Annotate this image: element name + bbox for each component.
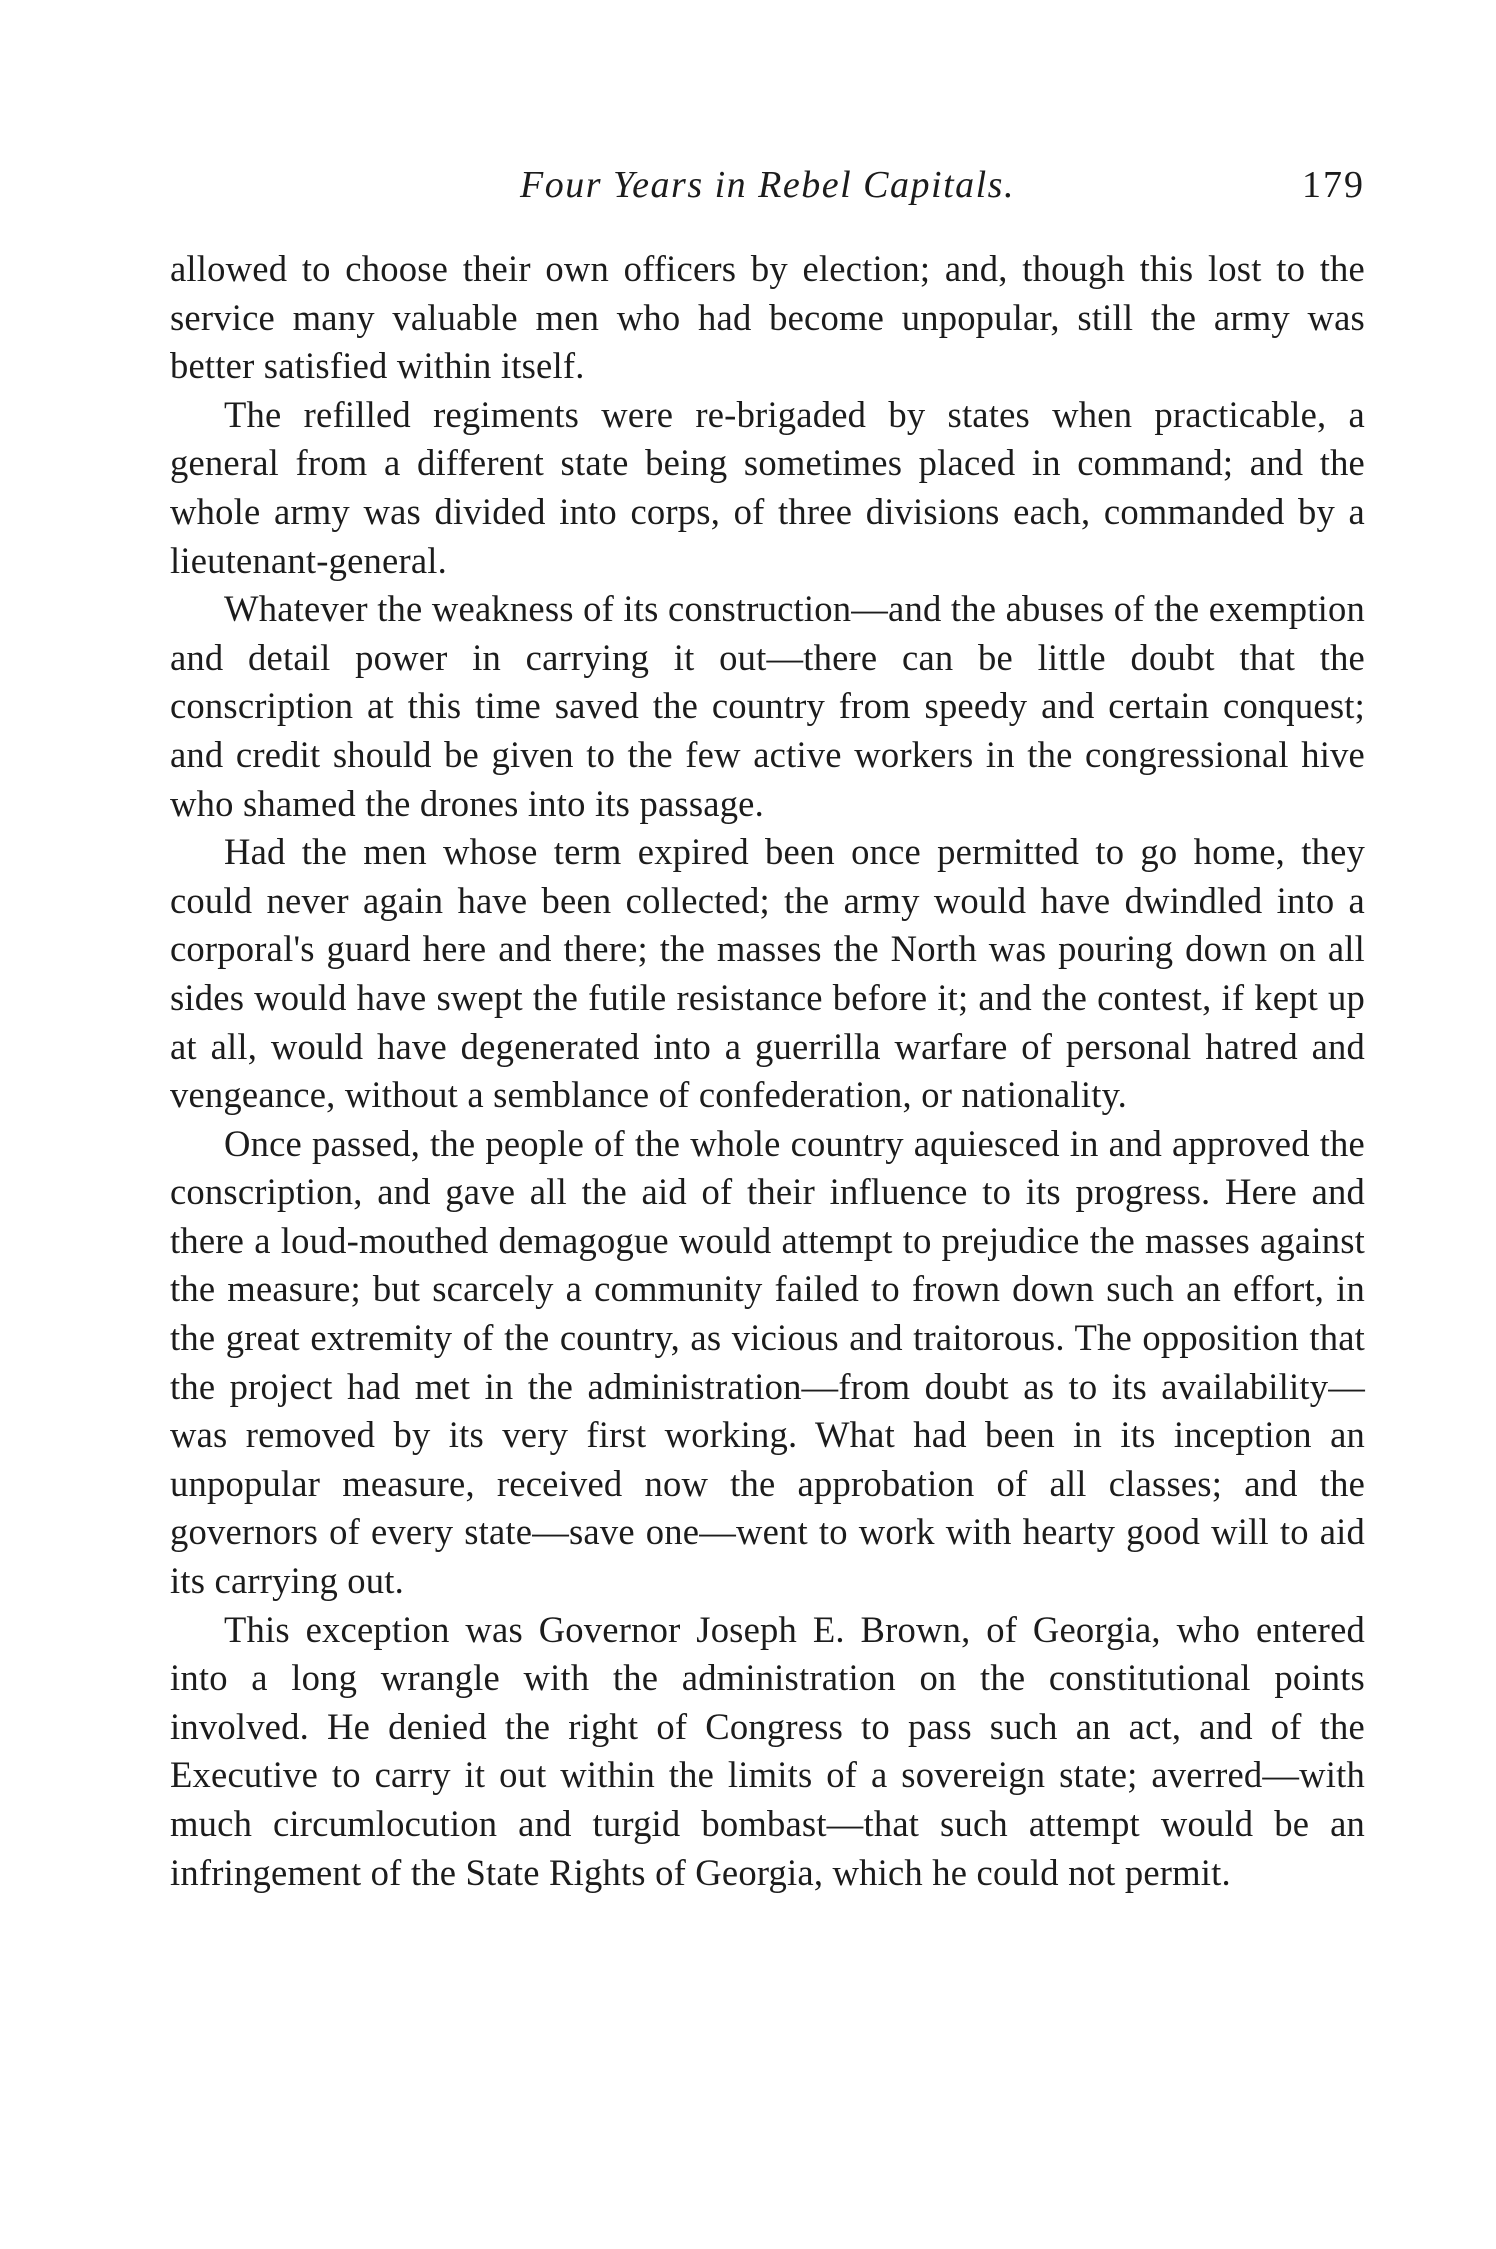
paragraph-continued: allowed to choose their own officers by election; and, though this lost to the service many valuable men who had become unpopular, still the army was better satisfied within itself. xyxy=(170,248,1365,387)
paragraph: The refilled regiments were re-brigaded by states when practicable, a general from a different state being sometimes placed in command; and the whole army was divided into corps, of three divisions each, commanded by a lieutenant-general. xyxy=(170,393,1365,581)
paragraph: Once passed, the people of the whole country aquiesced in and approved the conscription, and gave all the aid of their influence to its progress. Here and there a loud-mouthed demagogue would attempt to prejudice the masses against the measure; but scarcely a community failed to frown down such an effort, in the great extremity of the country, as vicious and traitorous. The opposition that the project had met in the administration—from doubt as to its availability—was removed by its very first working. What had been in its inception an unpopular measure, received now the approbation of all classes; and the governors of every state—save one—went to work with hearty good will to aid its carrying out. xyxy=(170,1122,1365,1602)
paragraph: Whatever the weakness of its construction—and the abuses of the exemption and detail power in carrying it out—there can be little doubt that the conscription at this time saved the country from speedy and certain conquest; and credit should be given to the few active workers in the congressional hive who shamed the drones into its passage. xyxy=(170,588,1365,824)
body-text xyxy=(170,245,1365,1897)
running-head xyxy=(170,160,1365,210)
paragraph: Had the men whose term expired been once permitted to go home, they could never again have been collected; the army would have dwindled into a corporal's guard here and there; the masses the North was pouring down on all sides would have swept the futile resistance before it; and the contest, if kept up at all, would have degenerated into a guerrilla warfare of personal hatred and vengeance, without a semblance of confederation, or nationality. xyxy=(170,831,1365,1116)
paragraph: This exception was Governor Joseph E. Brown, of Georgia, who entered into a long wrangle with the administration on the constitutional points involved. He denied the right of Congress to pass such an act, and of the Executive to carry it out within the limits of a sovereign state; averred—with much circumlocution and turgid bombast—that such attempt would be an infringement of the State Rights of Georgia, which he could not permit. xyxy=(170,1608,1365,1893)
running-title: Four Years in Rebel Capitals. xyxy=(520,164,1015,206)
page-number: 179 xyxy=(1302,164,1365,206)
